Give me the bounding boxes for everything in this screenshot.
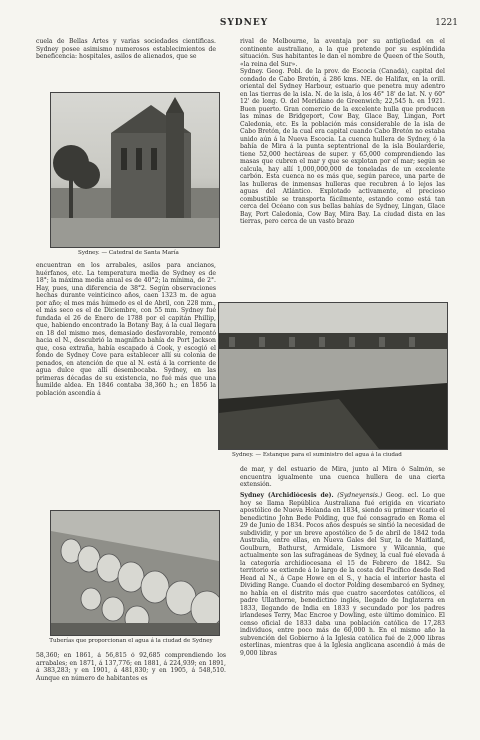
left-column-bottom-text: 58,360; en 1861, á 56,815 ó 92,685 comprendiendo los arrabales; en 1871, á 137,776; en 1881, á 224,939; en 1891, á 383,283; y en 1901, á 481,830; y en 1905, á 548,510. Aunque en número de habitantes es (36, 652, 226, 682)
water-pipes-illustration (51, 511, 219, 635)
running-title: SYDNEY (219, 18, 269, 28)
cathedral-photo (50, 92, 220, 248)
archdiocese-heading: Sydney (Archidiócesis de). (240, 492, 334, 499)
water-pipes-photo (50, 510, 220, 636)
sydney-geography-entry: Sydney. Geog. Pobl. de la prov. de Escocia (Canadá), capital del condado de Cabo Bretón, á 286 kms. NE. de Halifax, en la orill. oriental del Sydney Harbour, estuario que penetra muy adentro en las tierras de la isla. N. de la isla, á los 46° 18' de lat. N. y 60° 12' de long. O. del Meridiano de Greenwich; 22,545 h. en 1921. Buen puerto. Gran comercio de la excelente hulla que producen las minas de Bridgeport, Cow Bay, Glace Bay, Lingan, Port Caledonia, etc. Es la población más considerable de la isla de Cabo Bretón, de la cual era capital cuando Cabo Bretón no estaba unido aún á la Nueva Escocia. La cuenca hullera de Sydney, ó la bahía de Mira á la punta septentrional de la isla Boularderie, tiene 52,000 hectáreas de super. y 65,000 comprendiendo las masas que cubren el mar y que se explotan por el mar; según se calcula, hay allí 1,000,000,000 de toneladas de un excelente carbón. Esta cuenca no es más que, según parece, una parte de las hulleras de inmensas hulleras que recubren á lo lejos las aguas del Atlántico. Explotado activamente, el precioso combustible se transporta fácilmente, estando como está tan cerca del Océano con sus bellas bahías de Sydney, Lingan, Glace Bay, Port Caledonia, Cow Bay, Mira Bay. La ciudad dista en las tierras, pero cerca de un vasto brazo (240, 68, 445, 225)
cathedral-caption: Sydney. — Catedral de Santa María (78, 250, 179, 256)
archdiocese-body: Geog. ecl. Lo que hoy se llama República Australiana fué erigida en vicariato apostólico de Nueva Holanda en 1834, siendo su primer vicario el benedictino John Bede Polding, que fué consagrado en Roma el 29 de Junio de 1834. Pocos años después se sintió la necesidad de subdividir, y por un breve apostólico de 5 de abril de 1842 toda Australia, entre ellas, en Nueva Gales del Sur, la de Maitland, Goulburn, Bathurst, Armidale, Lismore y Wilcannia, que actualmente son las sufragáneas de Sydney, la cual fué elevada á la categoría archidiocesana el 15 de Febrero de 1842. Su territorio se extiende á lo largo de la costa del Pacífico desde Red Head al N., á Cape Howe en el S., y hacia el interior hasta el Dividing Range. Cuando el doctor Polding desembarcó en Sydney, no había en el distrito más que cuatro sacerdotes católicos, el padre Ullathorne, benedictino inglés, llegado de Inglaterra en 1833, llegando de India en 1833 y secundado por los padres irlandeses Terry, Mac Encroe y Dowling, este último dominico. El censo oficial de 1833 daba una población católica de 17,283 individuos, entre poco más de 60,000 h. En el mismo año la subvención del Gobierno á la Iglesia católica fué de 2,000 libras esterlinas, mientras que á la Iglesia anglicana ascendió á más de 9,000 libras (240, 492, 445, 657)
page-number: 1221 (435, 18, 458, 28)
reservoir-illustration (219, 303, 447, 449)
reservoir-photo (218, 302, 448, 450)
reservoir-caption: Sydney. — Estanque para el suministro del agua á la ciudad (232, 452, 402, 458)
cathedral-illustration (51, 93, 219, 247)
archdiocese-entry (240, 492, 445, 724)
page-header (30, 18, 458, 32)
right-column-top-text: rival de Melbourne, la aventaja por su antigüedad en el continente australiano, a la que pretende por su espléndida situación. Sus habitantes le dan el nombre de Queen of the South, «la reina del Sur». (240, 38, 445, 66)
left-column-mid-text: encuentran en los arrabales, asilos para ancianos, huérfanos, etc. La temperatura media de Sydney es de 18°; la máxima media anual es de 40°2; la mínima, de 2°. Hay, pues, una diferencia de 38°2. Según observaciones hechas durante veinticinco años, caen 1323 m. de agua por año; el mes más húmedo es el de Abril, con 228 mm., el más seco es el de Diciembre, con 55 mm. Sydney fué fundada el 26 de Enero de 1788 por el capitán Phillip, que, habiendo encontrado la Botany Bay, á la cual llegara en 18 del mismo mes, demasiado desfavorable, remontó hacia el N., descubrió la magnífica bahía de Port Jackson que, cosa extraña, había escapado á Cook, y escogió el fondo de Sydney Cove para establecer allí su colonia de penados, en atención de que al N. está á la corriente de agua dulce que allí desembocaba. Sydney, en las primeras décadas de su existencia, no fué más que una humilde aldea. En 1846 contaba 38,360 h.; en 1856 la población ascendía á (36, 262, 216, 397)
right-column-mid-text: de mar, y del estuario de Mira, junto al Mira ó Salmón, se encuentra igualmente una cuenca hullera de una cierta extensión. (240, 466, 445, 488)
archdiocese-latin: (Sydneyensis.) (337, 492, 383, 499)
water-pipes-caption: Tuberías que proporcionan el agua á la ciudad de Sydney (49, 638, 213, 644)
left-column-top-text: cuela de Bellas Artes y varias sociedades científicas. Sydney posee asimismo numerosos establecimientos de beneficencia: hospitales, asilos de alienados, que se (36, 38, 216, 60)
